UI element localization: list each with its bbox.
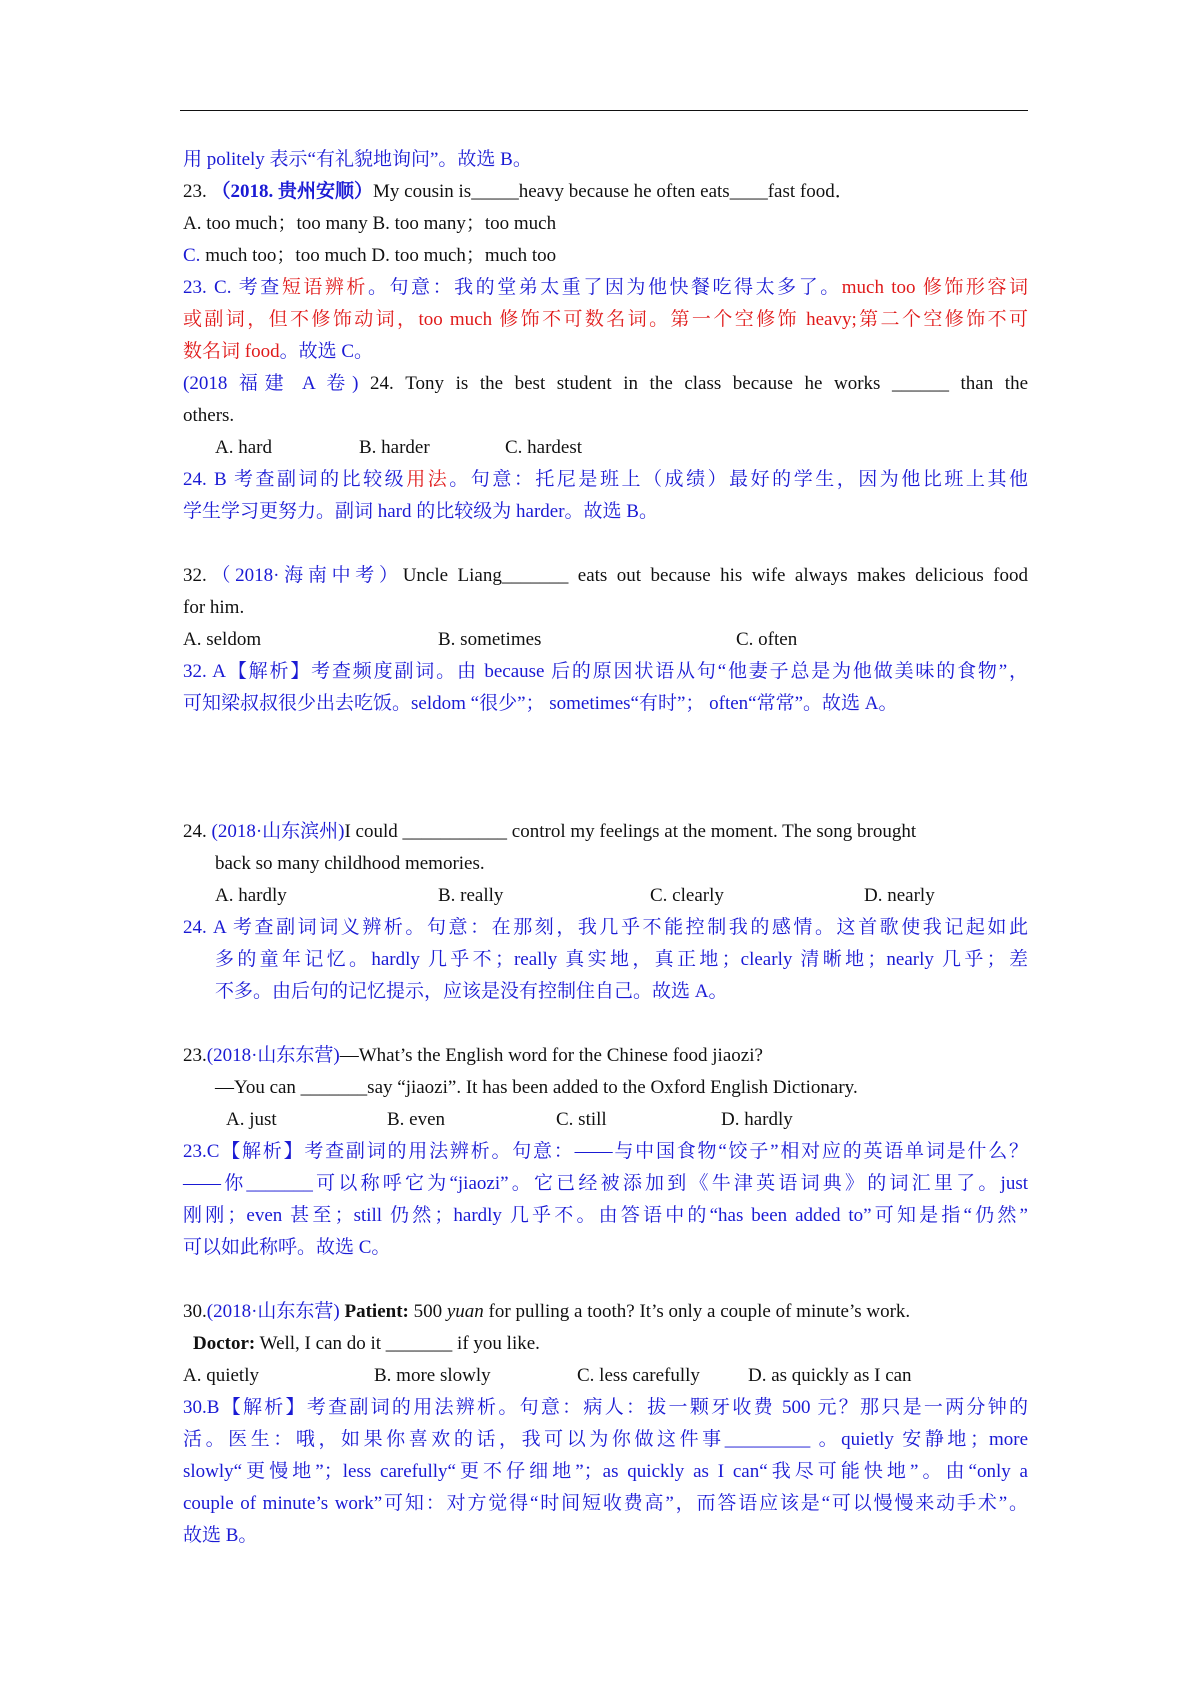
question-source: (2018·山东滨州) — [211, 821, 345, 842]
answer-explanation: 可知梁叔叔很少出去吃饭。seldom “很少”； sometimes“有时”； often“常常”。故选 A。 — [183, 693, 898, 714]
question-options: A. quietly B. more slowly C. less carefully D. as quickly as I can — [183, 1365, 912, 1386]
answer-explanation: couple of minute’s work”可知：对方觉得“时间短收费高”，而答语应该是“可以慢慢来动手术”。 — [183, 1493, 1028, 1514]
question-source: (2018 福建 A 卷) — [183, 373, 359, 394]
answer-explanation: 32. A【解析】考查频度副词。由 because 后的原因状语从句“他妻子总是为他做美味的食物”， — [183, 661, 1028, 682]
question-options: A. just B. even C. still D. hardly — [226, 1109, 793, 1130]
question-source: （2018·海南中考） — [206, 565, 403, 586]
question-options: A. too much；too many B. too many；too much — [183, 213, 557, 234]
question-source: （2018. 贵州安顺） — [211, 181, 374, 202]
answer-explanation: ——你_______可以称呼它为“jiaozi”。它已经被添加到《牛津英语词典》的词汇里了。just — [183, 1173, 1028, 1194]
answer-explanation: 或副词，但不修饰动词，too much 修饰不可数名词。第一个空修饰 heavy;第二个空修饰不可 — [183, 309, 1028, 330]
question-options: A. seldom B. sometimes C. often — [183, 629, 798, 650]
answer-explanation: 23. C. 考查短语辨析。句意：我的堂弟太重了因为他快餐吃得太多了。much too 修饰形容词 — [183, 277, 1028, 298]
answer-explanation: 多的童年记忆。hardly 几乎不；really 真实地，真正地；clearly 清晰地；nearly 几乎；差 — [215, 949, 1028, 970]
prev-answer-tail: 用 politely 表示“有礼貌地询问”。故选 B。 — [183, 149, 532, 170]
answer-explanation: 24. B 考查副词的比较级用法。句意：托尼是班上（成绩）最好的学生，因为他比班上其他 — [183, 469, 1028, 490]
answer-explanation: 学生学习更努力。副词 hard 的比较级为 harder。故选 B。 — [183, 501, 658, 522]
answer-explanation: 数名词 food。故选 C。 — [183, 341, 374, 362]
question-source: (2018·山东东营) — [206, 1301, 340, 1322]
answer-explanation: 23.C【解析】考查副词的用法辨析。句意：——与中国食物“饺子”相对应的英语单词是什么？ — [183, 1141, 1028, 1162]
header-rule — [180, 110, 1028, 111]
document-body: 用 politely 表示“有礼貌地询问”。故选 B。 23. （2018. 贵州安顺）My cousin is_____heavy because he often eats____fast food． A. too much；too many B. too many；too much C. much too；too much D. too much；much too 23. C. 考查短语辨析。句意：我的堂弟太重了因为他快餐吃得太多了。much too 修饰形容词 或副词，但不修饰动词，too much 修饰不可数名词。第一个空修饰 heavy;第二个空修饰不可 数名词 food。故选 C。 (2018 福建 A 卷) 24. Tony is the best student in the class because he works ______ than the others. A. hard B. harder C. hardest 24. B 考查副词的比较级用法。句意：托尼是班上（成绩）最好的学生，因为他比班上其他 学生学习更努力。副词 hard 的比较级为 harder。故选 B。 32.（2018·海南中考）Uncle Liang_______ eats out because his wife always makes delicious food for him. A. seldom B. sometimes C. often 32. A【解析】考查频度副词。由 because 后的原因状语从句“他妻子总是为他做美味的食物”， 可知梁叔叔很少出去吃饭。seldom “很少”； sometimes“有时”； often“常常”。故选 A。 24. (2018·山东滨州)I could ___________ control my feelings at the moment. The song brought back so many childhood memories. A. hardly B. really C. clearly D. nearly 24. A 考查副词词义辨析。句意：在那刻，我几乎不能控制我的感情。这首歌使我记起如此 多的童年记忆。hardly 几乎不；really 真实地，真正地；clearly 清晰地；nearly 几乎；差 不多。由后句的记忆提示，应该是没有控制住自己。故选 A。 23.(2018·山东东营)—What’s the English word for the Chinese food jiaozi? —You can _______say “jiaozi”. It has been added to the Oxford English Dictionary. A. just B. even C. still D. hardly 23.C【解析】考查副词的用法辨析。句意：——与中国食物“饺子”相对应的英语单词是什么？ ——你_______可以称呼它为“jiaozi”。它已经被添加到《牛津英语词典》的词汇里了。just 刚刚；even 甚至；still 仍然；hardly 几乎不。由答语中的“has been added to”可知是指“仍然” 可以如此称呼。故选 C。 30.(2018·山东东营) Patient: 500 yuan for pulling a tooth? It’s only a couple of minute’s work. Doctor: Well, I can do it _______ if you like. A. quietly B. more slowly C. less carefully D. as quickly as I can 30.B【解析】考查副词的用法辨析。句意：病人：拔一颗牙收费 500 元？那只是一两分钟的 活。医生：哦，如果你喜欢的话，我可以为你做这件事_________ 。quietly 安静地；more slowly“更慢地”；less carefully“更不仔细地”；as quickly as I can“我尽可能快地”。由“only a couple of minute’s work”可知：对方觉得“时间短收费高”，而答语应该是“可以慢慢来动手术”。 故选 B。 — [183, 144, 1028, 1552]
answer-explanation: 24. A 考查副词词义辨析。句意：在那刻，我几乎不能控制我的感情。这首歌使我记起如此 — [183, 917, 1028, 938]
question-options: A. hardly B. really C. clearly D. nearly — [215, 885, 935, 906]
question-23-dongying: 23.(2018·山东东营)—What’s the English word for the Chinese food jiaozi? — [183, 1045, 763, 1066]
question-options: C. much too；too much D. too much；much too — [183, 245, 557, 266]
answer-explanation: 刚刚；even 甚至；still 仍然；hardly 几乎不。由答语中的“has been added to”可知是指“仍然” — [183, 1205, 1028, 1226]
answer-explanation: 活。医生：哦，如果你喜欢的话，我可以为你做这件事_________ 。quietly 安静地；more — [183, 1429, 1028, 1450]
answer-explanation: slowly“更慢地”；less carefully“更不仔细地”；as quickly as I can“我尽可能快地”。由“only a — [183, 1461, 1028, 1482]
answer-explanation: 可以如此称呼。故选 C。 — [183, 1237, 391, 1258]
question-24-binzhou: 24. (2018·山东滨州)I could ___________ control my feelings at the moment. The song brought — [183, 821, 917, 842]
answer-explanation: 30.B【解析】考查副词的用法辨析。句意：病人：拔一颗牙收费 500 元？那只是一两分钟的 — [183, 1397, 1028, 1418]
answer-explanation: 不多。由后句的记忆提示，应该是没有控制住自己。故选 A。 — [215, 981, 728, 1002]
question-options: A. hard B. harder C. hardest — [215, 437, 583, 458]
question-32-hainan: 32.（2018·海南中考）Uncle Liang_______ eats out because his wife always makes delicious food — [183, 565, 1029, 586]
question-23-guizhou: 23. （2018. 贵州安顺）My cousin is_____heavy because he often eats____fast food． — [183, 181, 854, 202]
question-30-dongying: 30.(2018·山东东营) Patient: 500 yuan for pulling a tooth? It’s only a couple of minute’s work. — [183, 1301, 911, 1322]
question-source: (2018·山东东营) — [206, 1045, 340, 1066]
question-24-fujian: (2018 福建 A 卷) 24. Tony is the best student in the class because he works ______ than the — [183, 373, 1029, 394]
answer-explanation: 故选 B。 — [183, 1525, 258, 1546]
